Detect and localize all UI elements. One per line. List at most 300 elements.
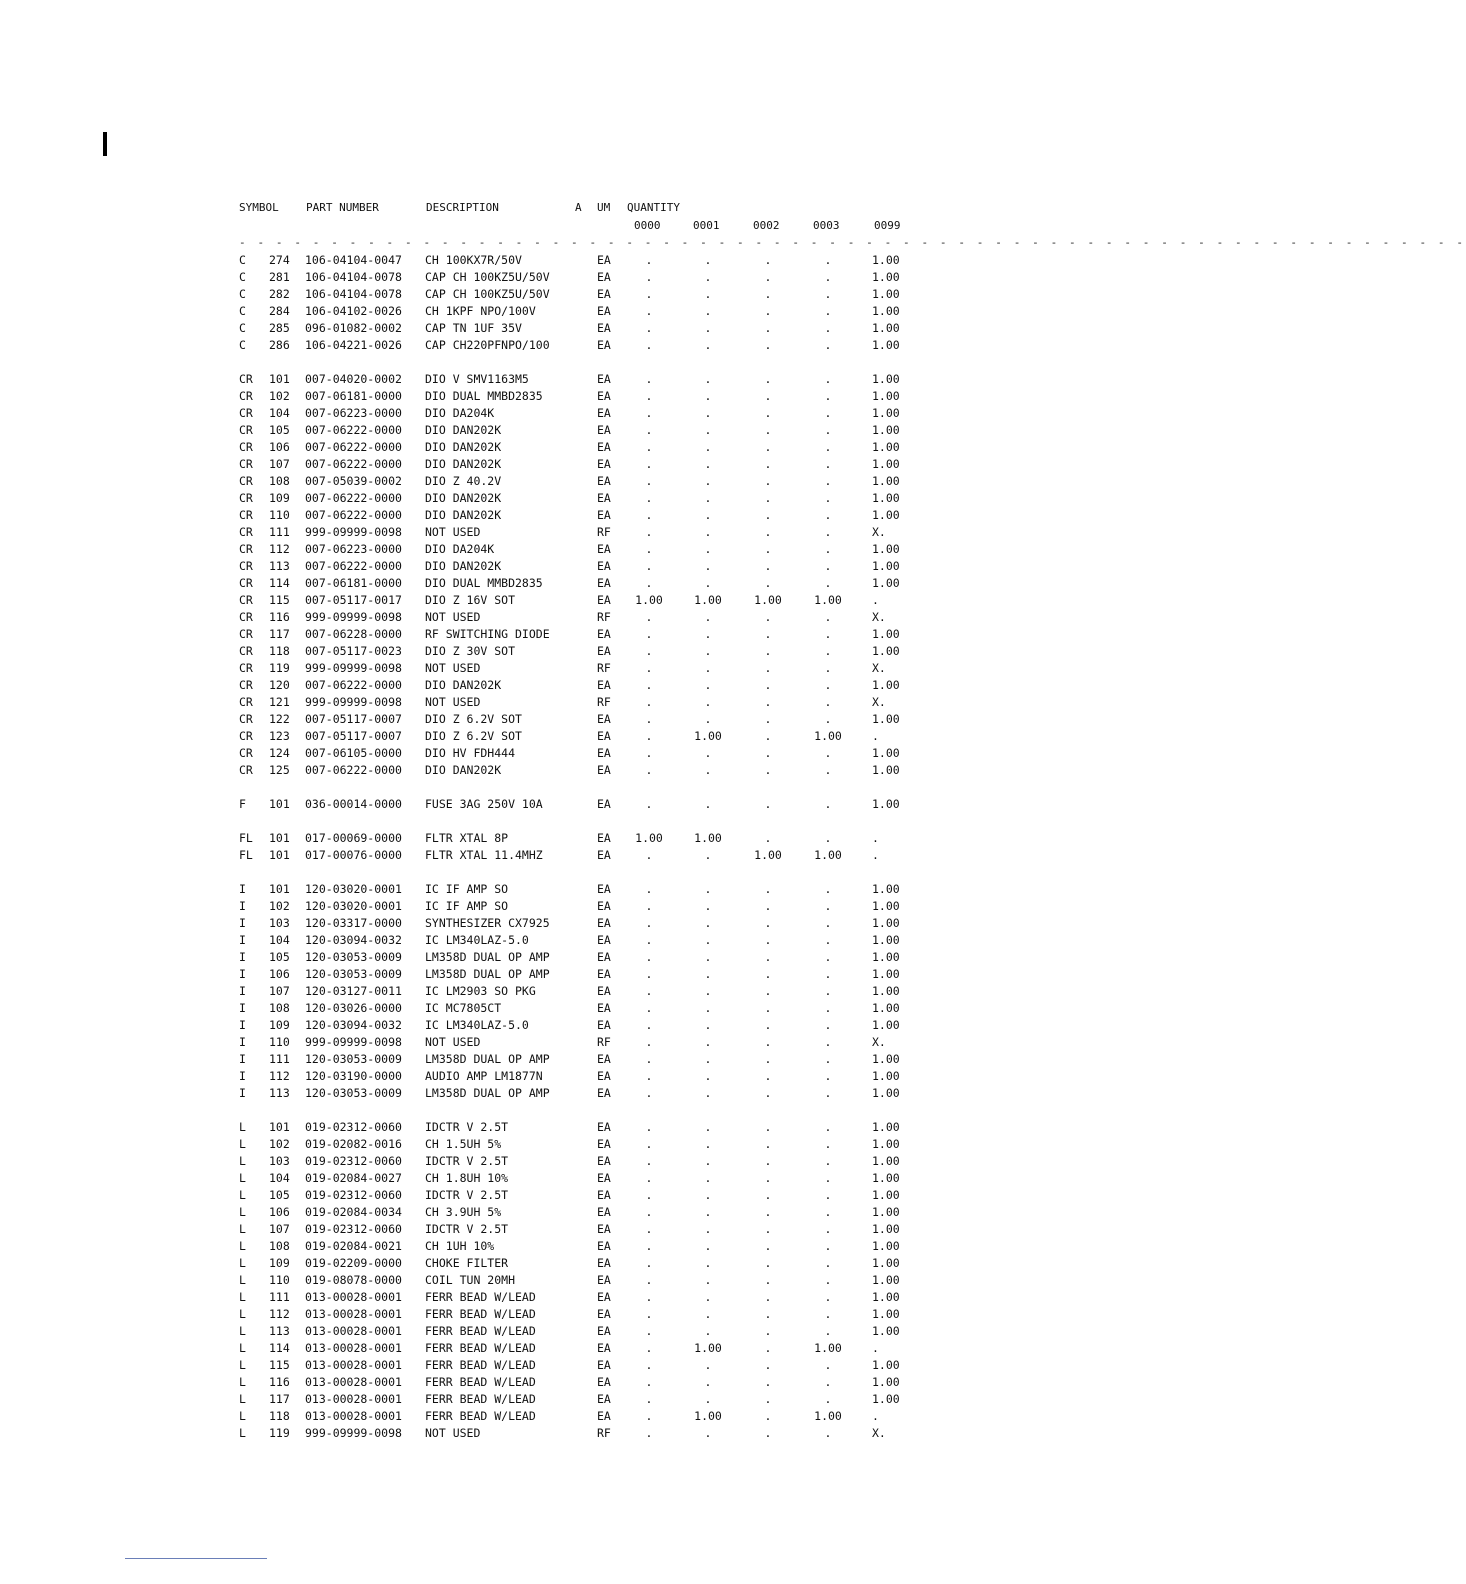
qty-0000-cell: . bbox=[645, 967, 653, 981]
symbol-cell: I bbox=[239, 1052, 246, 1066]
description-cell: SYNTHESIZER CX7925 bbox=[425, 916, 550, 930]
qty-0001-cell: . bbox=[704, 899, 712, 913]
qty-0001-cell: . bbox=[704, 508, 712, 522]
symbol-cell: L bbox=[239, 1392, 246, 1406]
qty-0099-cell: 1.00 bbox=[872, 457, 900, 471]
qty-0099-cell: 1.00 bbox=[872, 899, 900, 913]
qty-0001-cell: . bbox=[704, 406, 712, 420]
qty-0002-cell: . bbox=[764, 984, 772, 998]
part-number-cell: 007-06223-0000 bbox=[305, 406, 402, 420]
symbol-cell: L bbox=[239, 1273, 246, 1287]
part-number-cell: 106-04104-0078 bbox=[305, 270, 402, 284]
header-um: UM bbox=[597, 201, 611, 214]
ref-number-cell: 112 bbox=[269, 1069, 290, 1083]
symbol-cell: CR bbox=[239, 440, 253, 454]
qty-0002-cell: . bbox=[764, 270, 772, 284]
part-number-cell: 013-00028-0001 bbox=[305, 1358, 402, 1372]
qty-0000-cell: . bbox=[645, 1069, 653, 1083]
description-cell: FERR BEAD W/LEAD bbox=[425, 1358, 536, 1372]
description-cell: LM358D DUAL OP AMP bbox=[425, 1086, 550, 1100]
qty-0003-cell: . bbox=[824, 1035, 832, 1049]
header-symbol: SYMBOL bbox=[239, 201, 279, 214]
qty-0003-cell: . bbox=[824, 1392, 832, 1406]
symbol-cell: I bbox=[239, 882, 246, 896]
qty-0002-cell: . bbox=[764, 440, 772, 454]
description-cell: LM358D DUAL OP AMP bbox=[425, 967, 550, 981]
symbol-cell: CR bbox=[239, 610, 253, 624]
qty-0003-cell: . bbox=[824, 270, 832, 284]
table-row bbox=[0, 694, 1224, 711]
qty-0099-cell: 1.00 bbox=[872, 1188, 900, 1202]
qty-0003-cell: . bbox=[824, 1358, 832, 1372]
unit-cell: EA bbox=[597, 304, 611, 318]
unit-cell: EA bbox=[597, 1069, 611, 1083]
unit-cell: EA bbox=[597, 508, 611, 522]
qty-0003-cell: 1.00 bbox=[814, 1409, 842, 1423]
description-cell: FERR BEAD W/LEAD bbox=[425, 1341, 536, 1355]
ref-number-cell: 104 bbox=[269, 933, 290, 947]
table-row bbox=[0, 1119, 1224, 1136]
qty-0099-cell: X. bbox=[872, 525, 886, 539]
ref-number-cell: 119 bbox=[269, 661, 290, 675]
unit-cell: EA bbox=[597, 644, 611, 658]
unit-cell: EA bbox=[597, 950, 611, 964]
symbol-cell: I bbox=[239, 899, 246, 913]
table-row bbox=[0, 320, 1224, 337]
qty-0003-cell: . bbox=[824, 1324, 832, 1338]
part-number-cell: 036-00014-0000 bbox=[305, 797, 402, 811]
ref-number-cell: 105 bbox=[269, 423, 290, 437]
qty-0001-cell: . bbox=[704, 304, 712, 318]
unit-cell: EA bbox=[597, 270, 611, 284]
table-row bbox=[0, 1051, 1224, 1068]
description-cell: DIO Z 6.2V SOT bbox=[425, 712, 522, 726]
qty-0000-cell: . bbox=[645, 1273, 653, 1287]
qty-0000-cell: . bbox=[645, 1239, 653, 1253]
revision-change-bar bbox=[103, 132, 107, 156]
qty-0000-cell: . bbox=[645, 1392, 653, 1406]
qty-0002-cell: 1.00 bbox=[754, 593, 782, 607]
qty-0002-cell: . bbox=[764, 661, 772, 675]
qty-0099-cell: 1.00 bbox=[872, 253, 900, 267]
ref-number-cell: 112 bbox=[269, 1307, 290, 1321]
part-number-cell: 007-06181-0000 bbox=[305, 389, 402, 403]
qty-0003-cell: . bbox=[824, 763, 832, 777]
symbol-cell: I bbox=[239, 1001, 246, 1015]
symbol-cell: L bbox=[239, 1409, 246, 1423]
description-cell: DIO DA204K bbox=[425, 406, 495, 420]
qty-0003-cell: . bbox=[824, 304, 832, 318]
unit-cell: EA bbox=[597, 967, 611, 981]
qty-0001-cell: . bbox=[704, 457, 712, 471]
part-number-cell: 999-09999-0098 bbox=[305, 1426, 402, 1440]
qty-0001-cell: . bbox=[704, 525, 712, 539]
qty-0099-cell: 1.00 bbox=[872, 1290, 900, 1304]
qty-0003-cell: . bbox=[824, 695, 832, 709]
qty-0000-cell: . bbox=[645, 678, 653, 692]
description-cell: CH 1.8UH 10% bbox=[425, 1171, 509, 1185]
qty-0002-cell: . bbox=[764, 695, 772, 709]
unit-cell: EA bbox=[597, 1392, 611, 1406]
qty-0000-cell: . bbox=[645, 253, 653, 267]
qty-0000-cell: . bbox=[645, 695, 653, 709]
table-row bbox=[0, 1034, 1224, 1051]
qty-0001-cell: . bbox=[704, 984, 712, 998]
part-number-cell: 120-03053-0009 bbox=[305, 950, 402, 964]
qty-0000-cell: 1.00 bbox=[635, 593, 663, 607]
table-row bbox=[0, 371, 1224, 388]
ref-number-cell: 115 bbox=[269, 1358, 290, 1372]
part-number-cell: 120-03053-0009 bbox=[305, 1052, 402, 1066]
part-number-cell: 007-06222-0000 bbox=[305, 763, 402, 777]
qty-0000-cell: . bbox=[645, 1409, 653, 1423]
symbol-cell: L bbox=[239, 1205, 246, 1219]
qty-0001-cell: . bbox=[704, 1069, 712, 1083]
ref-number-cell: 106 bbox=[269, 967, 290, 981]
part-number-cell: 999-09999-0098 bbox=[305, 525, 402, 539]
ref-number-cell: 111 bbox=[269, 1290, 290, 1304]
description-cell: DIO DAN202K bbox=[425, 423, 502, 437]
description-cell: DIO HV FDH444 bbox=[425, 746, 516, 760]
part-number-cell: 007-06222-0000 bbox=[305, 457, 402, 471]
ref-number-cell: 119 bbox=[269, 1426, 290, 1440]
qty-0000-cell: . bbox=[645, 389, 653, 403]
table-row bbox=[0, 439, 1224, 456]
qty-0002-cell: . bbox=[764, 1205, 772, 1219]
qty-0099-cell: 1.00 bbox=[872, 372, 900, 386]
qty-0003-cell: . bbox=[824, 1086, 832, 1100]
unit-cell: EA bbox=[597, 1256, 611, 1270]
qty-0003-cell: . bbox=[824, 644, 832, 658]
qty-0099-cell: . bbox=[872, 729, 879, 743]
qty-0099-cell: 1.00 bbox=[872, 984, 900, 998]
qty-0099-cell: 1.00 bbox=[872, 304, 900, 318]
table-row bbox=[0, 1255, 1224, 1272]
qty-0003-cell: . bbox=[824, 1171, 832, 1185]
description-cell: DIO DAN202K bbox=[425, 559, 502, 573]
qty-0001-cell: 1.00 bbox=[694, 1409, 722, 1423]
unit-cell: EA bbox=[597, 1290, 611, 1304]
symbol-cell: I bbox=[239, 950, 246, 964]
ref-number-cell: 115 bbox=[269, 593, 290, 607]
qty-0003-cell: . bbox=[824, 661, 832, 675]
symbol-cell: CR bbox=[239, 559, 253, 573]
qty-0002-cell: . bbox=[764, 1307, 772, 1321]
part-number-cell: 120-03190-0000 bbox=[305, 1069, 402, 1083]
qty-0003-cell: . bbox=[824, 1188, 832, 1202]
symbol-cell: I bbox=[239, 984, 246, 998]
qty-0001-cell: . bbox=[704, 1256, 712, 1270]
qty-0099-cell: 1.00 bbox=[872, 763, 900, 777]
qty-0000-cell: . bbox=[645, 576, 653, 590]
qty-0001-cell: . bbox=[704, 763, 712, 777]
table-row bbox=[0, 558, 1224, 575]
description-cell: CAP CH 100KZ5U/50V bbox=[425, 287, 550, 301]
table-row bbox=[0, 1000, 1224, 1017]
header-qty-0002: 0002 bbox=[753, 219, 780, 232]
description-cell: LM358D DUAL OP AMP bbox=[425, 950, 550, 964]
qty-0000-cell: . bbox=[645, 1290, 653, 1304]
table-row bbox=[0, 1153, 1224, 1170]
symbol-cell: CR bbox=[239, 695, 253, 709]
qty-0000-cell: . bbox=[645, 882, 653, 896]
qty-0002-cell: . bbox=[764, 338, 772, 352]
qty-0099-cell: 1.00 bbox=[872, 1222, 900, 1236]
part-number-cell: 007-05039-0002 bbox=[305, 474, 402, 488]
qty-0002-cell: . bbox=[764, 933, 772, 947]
qty-0000-cell: . bbox=[645, 525, 653, 539]
qty-0002-cell: . bbox=[764, 287, 772, 301]
part-number-cell: 007-06222-0000 bbox=[305, 559, 402, 573]
description-cell: FUSE 3AG 250V 10A bbox=[425, 797, 543, 811]
qty-0001-cell: . bbox=[704, 678, 712, 692]
ref-number-cell: 281 bbox=[269, 270, 290, 284]
header-qty-0099: 0099 bbox=[874, 219, 901, 232]
part-number-cell: 007-05117-0007 bbox=[305, 712, 402, 726]
part-number-cell: 106-04104-0078 bbox=[305, 287, 402, 301]
qty-0001-cell: . bbox=[704, 1154, 712, 1168]
qty-0003-cell: . bbox=[824, 1239, 832, 1253]
unit-cell: EA bbox=[597, 457, 611, 471]
symbol-cell: CR bbox=[239, 406, 253, 420]
qty-0001-cell: . bbox=[704, 916, 712, 930]
group-spacer bbox=[0, 354, 1224, 371]
qty-0000-cell: . bbox=[645, 440, 653, 454]
qty-0002-cell: . bbox=[764, 1256, 772, 1270]
qty-0002-cell: . bbox=[764, 746, 772, 760]
part-number-cell: 017-00069-0000 bbox=[305, 831, 402, 845]
qty-0003-cell: . bbox=[824, 967, 832, 981]
qty-0000-cell: . bbox=[645, 338, 653, 352]
unit-cell: EA bbox=[597, 763, 611, 777]
qty-0001-cell: . bbox=[704, 967, 712, 981]
qty-0000-cell: . bbox=[645, 848, 653, 862]
qty-0002-cell: . bbox=[764, 1137, 772, 1151]
header-description: DESCRIPTION bbox=[426, 201, 499, 214]
qty-0099-cell: 1.00 bbox=[872, 967, 900, 981]
qty-0002-cell: . bbox=[764, 1409, 772, 1423]
unit-cell: EA bbox=[597, 984, 611, 998]
qty-0099-cell: 1.00 bbox=[872, 1239, 900, 1253]
unit-cell: EA bbox=[597, 916, 611, 930]
description-cell: CH 1UH 10% bbox=[425, 1239, 495, 1253]
part-number-cell: 019-08078-0000 bbox=[305, 1273, 402, 1287]
qty-0003-cell: . bbox=[824, 508, 832, 522]
symbol-cell: L bbox=[239, 1256, 246, 1270]
ref-number-cell: 101 bbox=[269, 797, 290, 811]
description-cell: FERR BEAD W/LEAD bbox=[425, 1307, 536, 1321]
part-number-cell: 013-00028-0001 bbox=[305, 1307, 402, 1321]
group-spacer bbox=[0, 779, 1224, 796]
qty-0002-cell: . bbox=[764, 1086, 772, 1100]
symbol-cell: I bbox=[239, 933, 246, 947]
qty-0001-cell: 1.00 bbox=[694, 1341, 722, 1355]
ref-number-cell: 125 bbox=[269, 763, 290, 777]
table-row bbox=[0, 1068, 1224, 1085]
part-number-cell: 019-02082-0016 bbox=[305, 1137, 402, 1151]
ref-number-cell: 285 bbox=[269, 321, 290, 335]
qty-0002-cell: . bbox=[764, 967, 772, 981]
ref-number-cell: 101 bbox=[269, 848, 290, 862]
qty-0003-cell: . bbox=[824, 491, 832, 505]
qty-0099-cell: 1.00 bbox=[872, 644, 900, 658]
qty-0002-cell: . bbox=[764, 372, 772, 386]
qty-0002-cell: . bbox=[764, 882, 772, 896]
symbol-cell: CR bbox=[239, 372, 253, 386]
part-number-cell: 007-06223-0000 bbox=[305, 542, 402, 556]
qty-0002-cell: . bbox=[764, 950, 772, 964]
qty-0003-cell: . bbox=[824, 1307, 832, 1321]
qty-0003-cell: . bbox=[824, 1222, 832, 1236]
qty-0001-cell: . bbox=[704, 1307, 712, 1321]
table-row bbox=[0, 898, 1224, 915]
table-row bbox=[0, 1408, 1224, 1425]
qty-0002-cell: . bbox=[764, 1120, 772, 1134]
unit-cell: EA bbox=[597, 882, 611, 896]
qty-0003-cell: . bbox=[824, 1273, 832, 1287]
table-row bbox=[0, 592, 1224, 609]
description-cell: NOT USED bbox=[425, 525, 481, 539]
ref-number-cell: 274 bbox=[269, 253, 290, 267]
qty-0000-cell: . bbox=[645, 763, 653, 777]
symbol-cell: CR bbox=[239, 491, 253, 505]
qty-0002-cell: . bbox=[764, 253, 772, 267]
part-number-cell: 013-00028-0001 bbox=[305, 1324, 402, 1338]
part-number-cell: 999-09999-0098 bbox=[305, 695, 402, 709]
part-number-cell: 019-02209-0000 bbox=[305, 1256, 402, 1270]
part-number-cell: 120-03127-0011 bbox=[305, 984, 402, 998]
table-row bbox=[0, 388, 1224, 405]
ref-number-cell: 108 bbox=[269, 474, 290, 488]
unit-cell: EA bbox=[597, 423, 611, 437]
ref-number-cell: 114 bbox=[269, 576, 290, 590]
qty-0000-cell: . bbox=[645, 916, 653, 930]
qty-0001-cell: . bbox=[704, 610, 712, 624]
qty-0000-cell: . bbox=[645, 1052, 653, 1066]
part-number-cell: 007-06181-0000 bbox=[305, 576, 402, 590]
table-row bbox=[0, 796, 1224, 813]
symbol-cell: I bbox=[239, 967, 246, 981]
description-cell: IDCTR V 2.5T bbox=[425, 1188, 509, 1202]
unit-cell: EA bbox=[597, 1341, 611, 1355]
qty-0003-cell: . bbox=[824, 474, 832, 488]
ref-number-cell: 105 bbox=[269, 950, 290, 964]
qty-0001-cell: . bbox=[704, 389, 712, 403]
qty-0001-cell: . bbox=[704, 695, 712, 709]
unit-cell: RF bbox=[597, 1035, 611, 1049]
qty-0000-cell: . bbox=[645, 1001, 653, 1015]
qty-0003-cell: . bbox=[824, 1001, 832, 1015]
qty-0099-cell: 1.00 bbox=[872, 423, 900, 437]
ref-number-cell: 102 bbox=[269, 389, 290, 403]
qty-0003-cell: . bbox=[824, 916, 832, 930]
qty-0099-cell: 1.00 bbox=[872, 1392, 900, 1406]
qty-0001-cell: 1.00 bbox=[694, 729, 722, 743]
description-cell: IC LM340LAZ-5.0 bbox=[425, 1018, 529, 1032]
description-cell: NOT USED bbox=[425, 610, 481, 624]
qty-0001-cell: . bbox=[704, 1324, 712, 1338]
qty-0000-cell: . bbox=[645, 491, 653, 505]
qty-0000-cell: . bbox=[645, 423, 653, 437]
ref-number-cell: 111 bbox=[269, 1052, 290, 1066]
table-row bbox=[0, 1187, 1224, 1204]
description-cell: DIO DAN202K bbox=[425, 440, 502, 454]
qty-0099-cell: 1.00 bbox=[872, 1052, 900, 1066]
qty-0000-cell: . bbox=[645, 1358, 653, 1372]
unit-cell: RF bbox=[597, 1426, 611, 1440]
ref-number-cell: 101 bbox=[269, 831, 290, 845]
ref-number-cell: 110 bbox=[269, 1035, 290, 1049]
ref-number-cell: 117 bbox=[269, 627, 290, 641]
qty-0001-cell: . bbox=[704, 1290, 712, 1304]
description-cell: NOT USED bbox=[425, 695, 481, 709]
qty-0003-cell: . bbox=[824, 287, 832, 301]
symbol-cell: C bbox=[239, 321, 246, 335]
qty-0001-cell: . bbox=[704, 559, 712, 573]
ref-number-cell: 107 bbox=[269, 984, 290, 998]
qty-0002-cell: . bbox=[764, 406, 772, 420]
qty-0000-cell: . bbox=[645, 661, 653, 675]
qty-0000-cell: 1.00 bbox=[635, 831, 663, 845]
symbol-cell: CR bbox=[239, 593, 253, 607]
part-number-cell: 106-04221-0026 bbox=[305, 338, 402, 352]
unit-cell: EA bbox=[597, 559, 611, 573]
qty-0003-cell: . bbox=[824, 831, 832, 845]
symbol-cell: L bbox=[239, 1341, 246, 1355]
table-row bbox=[0, 1340, 1224, 1357]
qty-0003-cell: . bbox=[824, 1290, 832, 1304]
qty-0001-cell: . bbox=[704, 576, 712, 590]
ref-number-cell: 114 bbox=[269, 1341, 290, 1355]
table-row bbox=[0, 405, 1224, 422]
qty-0099-cell: 1.00 bbox=[872, 1154, 900, 1168]
unit-cell: EA bbox=[597, 831, 611, 845]
symbol-cell: CR bbox=[239, 525, 253, 539]
qty-0099-cell: 1.00 bbox=[872, 1120, 900, 1134]
qty-0000-cell: . bbox=[645, 559, 653, 573]
description-cell: CAP TN 1UF 35V bbox=[425, 321, 522, 335]
qty-0001-cell: . bbox=[704, 287, 712, 301]
qty-0003-cell: . bbox=[824, 253, 832, 267]
qty-0099-cell: . bbox=[872, 831, 879, 845]
description-cell: CH 100KX7R/50V bbox=[425, 253, 522, 267]
part-number-cell: 096-01082-0002 bbox=[305, 321, 402, 335]
qty-0002-cell: . bbox=[764, 457, 772, 471]
table-row bbox=[0, 1357, 1224, 1374]
qty-0003-cell: . bbox=[824, 1154, 832, 1168]
description-cell: RF SWITCHING DIODE bbox=[425, 627, 550, 641]
table-row bbox=[0, 507, 1224, 524]
unit-cell: EA bbox=[597, 1154, 611, 1168]
unit-cell: EA bbox=[597, 440, 611, 454]
table-row bbox=[0, 1306, 1224, 1323]
qty-0000-cell: . bbox=[645, 1120, 653, 1134]
qty-0002-cell: . bbox=[764, 763, 772, 777]
qty-0099-cell: 1.00 bbox=[872, 712, 900, 726]
qty-0000-cell: . bbox=[645, 1256, 653, 1270]
qty-0003-cell: . bbox=[824, 712, 832, 726]
symbol-cell: CR bbox=[239, 661, 253, 675]
unit-cell: EA bbox=[597, 899, 611, 913]
ref-number-cell: 107 bbox=[269, 1222, 290, 1236]
ref-number-cell: 102 bbox=[269, 1137, 290, 1151]
symbol-cell: L bbox=[239, 1137, 246, 1151]
ref-number-cell: 116 bbox=[269, 610, 290, 624]
qty-0002-cell: . bbox=[764, 1290, 772, 1304]
qty-0002-cell: . bbox=[764, 1188, 772, 1202]
table-row bbox=[0, 643, 1224, 660]
part-number-cell: 999-09999-0098 bbox=[305, 1035, 402, 1049]
